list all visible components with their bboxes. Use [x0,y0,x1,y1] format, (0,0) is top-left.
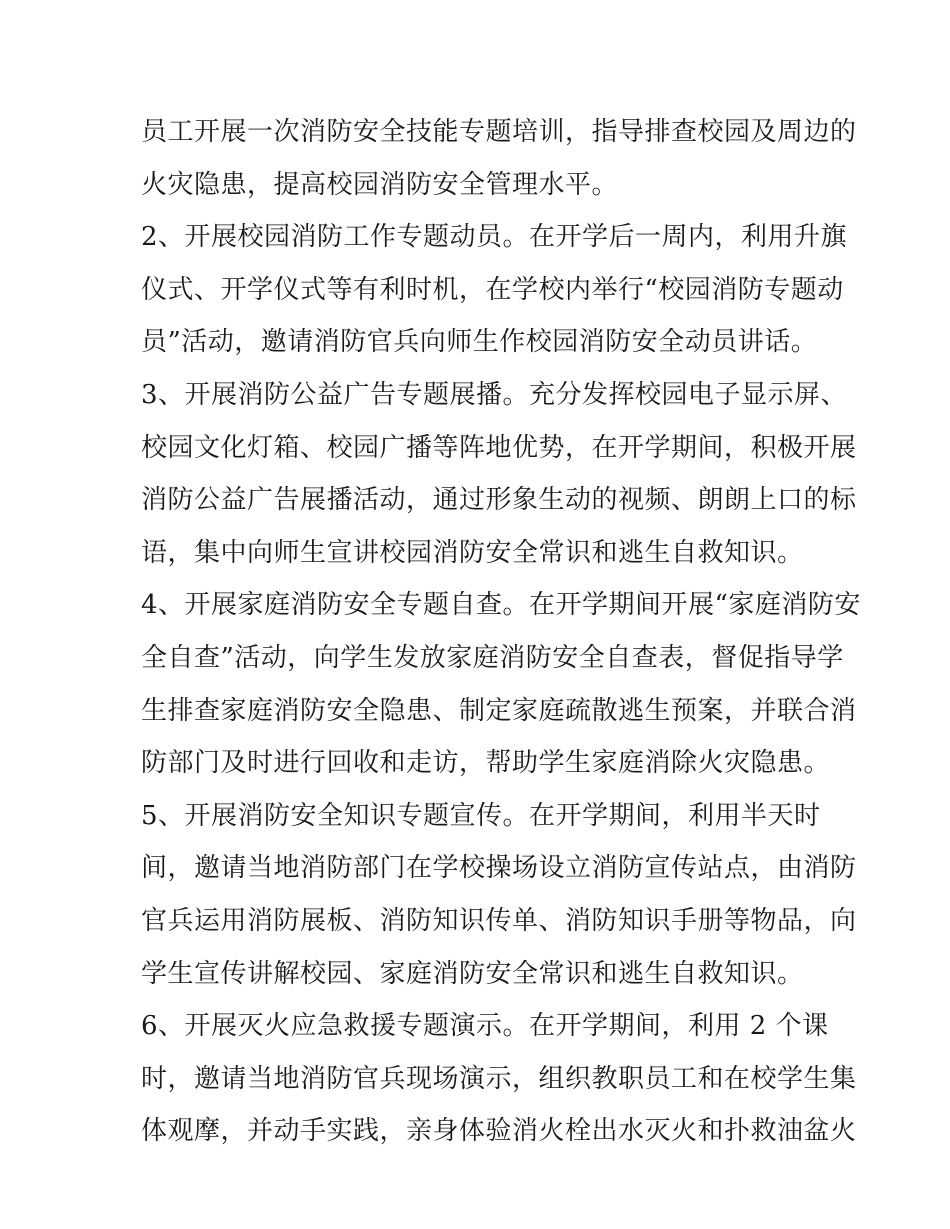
text-line: 学生宣传讲解校园、家庭消防安全常识和逃生自救知识。 [141,958,804,989]
text-line: 生排查家庭消防安全隐患、制定家庭疏散逃生预案，并联合消 [141,695,857,726]
text-line: 防部门及时进行回收和走访，帮助学生家庭消除火灾隐患。 [141,748,831,779]
text-line: 全自查”活动，向学生发放家庭消防安全自查表，督促指导学 [141,642,844,673]
text-line: 仪式、开学仪式等有利时机，在学校内举行“校园消防专题动 [141,274,844,305]
text-line: 3、开展消防公益广告专题展播。充分发挥校园电子显示屏、 [141,379,848,410]
text-line: 5、开展消防安全知识专题宣传。在开学期间，利用半天时 [141,800,821,831]
text-line: 员工开展一次消防安全技能专题培训，指导排查校园及周边的 [141,117,857,147]
text-line: 4、开展家庭消防安全专题自查。在开学期间开展“家庭消防安 [141,590,861,621]
text-line: 2、开展校园消防工作专题动员。在开学后一周内，利用升旗 [141,222,848,253]
text-line: 火灾隐患，提高校园消防安全管理水平。 [141,169,619,200]
text-line: 员”活动，邀请消防官兵向师生作校园消防安全动员讲话。 [141,327,818,358]
text-line: 校园文化灯箱、校园广播等阵地优势，在开学期间，积极开展 [141,432,857,463]
text-line: 时，邀请当地消防官兵现场演示，组织教职员工和在校学生集 [141,1063,857,1094]
text-line: 间，邀请当地消防部门在学校操场设立消防宣传站点，由消防 [141,853,857,884]
text-line: 体观摩，并动手实践，亲身体验消火栓出水灭火和扑救油盆火 [141,1116,857,1147]
text-line: 官兵运用消防展板、消防知识传单、消防知识手册等物品，向 [141,905,857,936]
text-line: 消防公益广告展播活动，通过形象生动的视频、朗朗上口的标 [141,485,857,516]
text-line: 6、开展灭火应急救援专题演示。在开学期间，利用 2 个课 [141,1011,829,1042]
text-line: 语，集中向师生宣讲校园消防安全常识和逃生自救知识。 [141,537,804,568]
document-body [141,106,861,1158]
